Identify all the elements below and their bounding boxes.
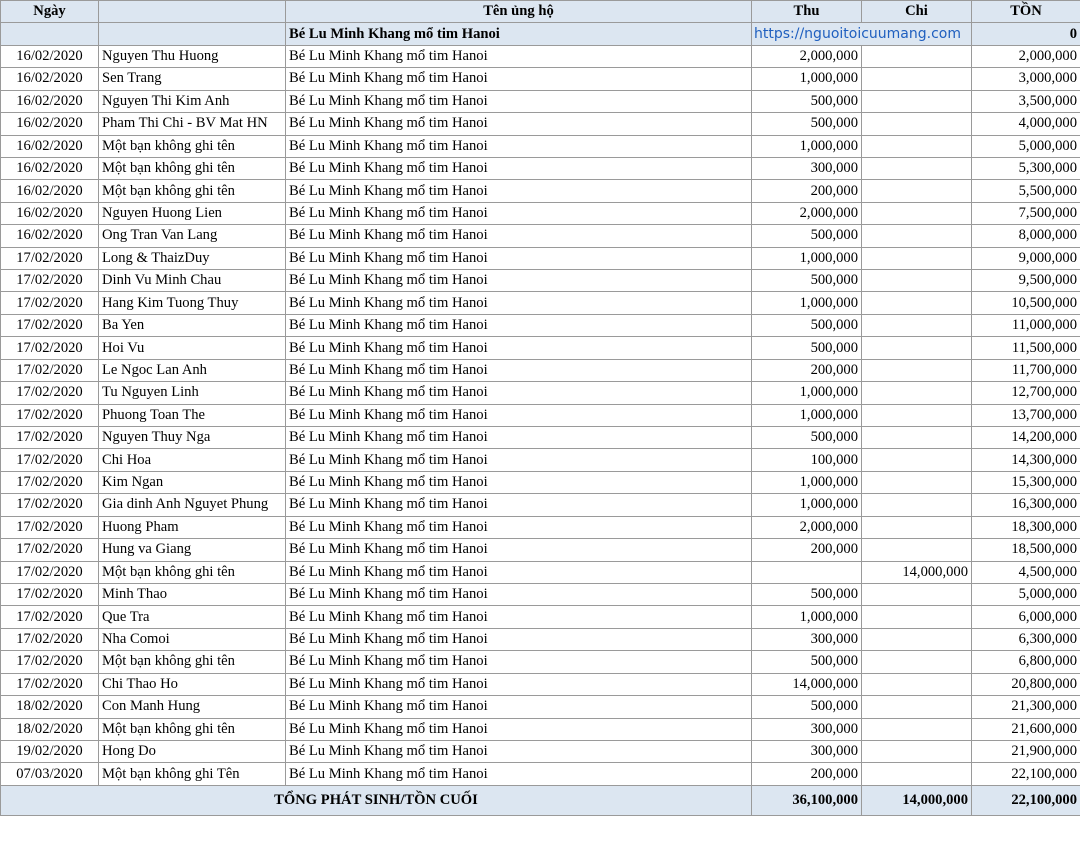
cell-income: 500,000 — [752, 696, 862, 718]
cell-balance: 5,300,000 — [972, 157, 1080, 179]
cell-name: Bé Lu Minh Khang mổ tim Hanoi — [286, 404, 752, 426]
cell-income: 1,000,000 — [752, 247, 862, 269]
cell-donor: Chi Thao Ho — [99, 673, 286, 695]
cell-donor: Le Ngoc Lan Anh — [99, 359, 286, 381]
cell-donor: Một bạn không ghi tên — [99, 157, 286, 179]
cell-income: 2,000,000 — [752, 45, 862, 67]
cell-expense — [862, 157, 972, 179]
cell-date: 17/02/2020 — [1, 427, 99, 449]
cell-income: 1,000,000 — [752, 292, 862, 314]
cell-donor: Que Tra — [99, 606, 286, 628]
cell-donor: Gia dinh Anh Nguyet Phung — [99, 494, 286, 516]
cell-name: Bé Lu Minh Khang mổ tim Hanoi — [286, 247, 752, 269]
header-balance: TỒN — [972, 1, 1080, 23]
cell-name: Bé Lu Minh Khang mổ tim Hanoi — [286, 583, 752, 605]
cell-expense — [862, 740, 972, 762]
cell-expense — [862, 180, 972, 202]
cell-name: Bé Lu Minh Khang mổ tim Hanoi — [286, 45, 752, 67]
table-row — [1, 673, 1080, 695]
table-row — [1, 382, 1080, 404]
cell-date: 16/02/2020 — [1, 225, 99, 247]
cell-income: 500,000 — [752, 90, 862, 112]
cell-donor: Minh Thao — [99, 583, 286, 605]
cell-balance: 5,000,000 — [972, 583, 1080, 605]
cell-income: 300,000 — [752, 628, 862, 650]
cell-name: Bé Lu Minh Khang mổ tim Hanoi — [286, 113, 752, 135]
cell-date: 16/02/2020 — [1, 45, 99, 67]
cell-income: 1,000,000 — [752, 382, 862, 404]
cell-expense — [862, 314, 972, 336]
cell-date: 17/02/2020 — [1, 292, 99, 314]
cell-name: Bé Lu Minh Khang mổ tim Hanoi — [286, 135, 752, 157]
cell-balance: 13,700,000 — [972, 404, 1080, 426]
cell-balance: 3,000,000 — [972, 68, 1080, 90]
cell-donor: Một bạn không ghi tên — [99, 135, 286, 157]
cell-income: 300,000 — [752, 157, 862, 179]
opening-date — [1, 23, 99, 45]
header-income: Thu — [752, 1, 862, 23]
table-row — [1, 628, 1080, 650]
cell-donor: Hong Do — [99, 740, 286, 762]
cell-name: Bé Lu Minh Khang mổ tim Hanoi — [286, 763, 752, 785]
cell-name: Bé Lu Minh Khang mổ tim Hanoi — [286, 270, 752, 292]
cell-balance: 11,000,000 — [972, 314, 1080, 336]
table-row — [1, 225, 1080, 247]
cell-date: 17/02/2020 — [1, 337, 99, 359]
cell-donor: Long & ThaizDuy — [99, 247, 286, 269]
cell-income: 500,000 — [752, 113, 862, 135]
cell-expense — [862, 427, 972, 449]
table-row — [1, 157, 1080, 179]
cell-name: Bé Lu Minh Khang mổ tim Hanoi — [286, 90, 752, 112]
table-row — [1, 292, 1080, 314]
cell-income: 1,000,000 — [752, 404, 862, 426]
cell-date: 17/02/2020 — [1, 673, 99, 695]
cell-donor: Hung va Giang — [99, 539, 286, 561]
cell-income: 300,000 — [752, 740, 862, 762]
cell-expense — [862, 382, 972, 404]
cell-donor: Một bạn không ghi tên — [99, 561, 286, 583]
cell-balance: 2,000,000 — [972, 45, 1080, 67]
cell-name: Bé Lu Minh Khang mổ tim Hanoi — [286, 225, 752, 247]
cell-balance: 9,500,000 — [972, 270, 1080, 292]
cell-expense — [862, 202, 972, 224]
table-row — [1, 337, 1080, 359]
cell-date: 18/02/2020 — [1, 696, 99, 718]
cell-donor: Hoi Vu — [99, 337, 286, 359]
cell-balance: 10,500,000 — [972, 292, 1080, 314]
cell-date: 17/02/2020 — [1, 270, 99, 292]
table-row — [1, 449, 1080, 471]
cell-donor: Hang Kim Tuong Thuy — [99, 292, 286, 314]
cell-expense — [862, 68, 972, 90]
cell-date: 17/02/2020 — [1, 516, 99, 538]
cell-income: 2,000,000 — [752, 202, 862, 224]
cell-donor: Một bạn không ghi tên — [99, 718, 286, 740]
cell-balance: 21,300,000 — [972, 696, 1080, 718]
cell-date: 17/02/2020 — [1, 606, 99, 628]
cell-expense — [862, 696, 972, 718]
cell-donor: Chi Hoa — [99, 449, 286, 471]
cell-name: Bé Lu Minh Khang mổ tim Hanoi — [286, 740, 752, 762]
cell-income: 1,000,000 — [752, 68, 862, 90]
cell-expense — [862, 113, 972, 135]
cell-date: 17/02/2020 — [1, 359, 99, 381]
table-row — [1, 113, 1080, 135]
cell-name: Bé Lu Minh Khang mổ tim Hanoi — [286, 516, 752, 538]
cell-income: 500,000 — [752, 337, 862, 359]
table-row — [1, 135, 1080, 157]
cell-donor: Nguyen Thuy Nga — [99, 427, 286, 449]
cell-expense — [862, 718, 972, 740]
cell-name: Bé Lu Minh Khang mổ tim Hanoi — [286, 718, 752, 740]
table-row — [1, 247, 1080, 269]
cell-balance: 6,800,000 — [972, 651, 1080, 673]
cell-balance: 5,500,000 — [972, 180, 1080, 202]
cell-donor: Một bạn không ghi tên — [99, 651, 286, 673]
header-date: Ngày — [1, 1, 99, 23]
table-row — [1, 45, 1080, 67]
header-donor — [99, 1, 286, 23]
cell-balance: 18,500,000 — [972, 539, 1080, 561]
cell-donor: Một bạn không ghi Tên — [99, 763, 286, 785]
cell-donor: Nguyen Thi Kim Anh — [99, 90, 286, 112]
cell-name: Bé Lu Minh Khang mổ tim Hanoi — [286, 696, 752, 718]
cell-balance: 4,000,000 — [972, 113, 1080, 135]
total-income: 36,100,000 — [752, 785, 862, 815]
table-row — [1, 90, 1080, 112]
cell-name: Bé Lu Minh Khang mổ tim Hanoi — [286, 337, 752, 359]
cell-expense — [862, 404, 972, 426]
table-row — [1, 471, 1080, 493]
cell-income: 500,000 — [752, 314, 862, 336]
cell-balance: 20,800,000 — [972, 673, 1080, 695]
cell-date: 16/02/2020 — [1, 68, 99, 90]
cell-date: 07/03/2020 — [1, 763, 99, 785]
cell-donor: Dinh Vu Minh Chau — [99, 270, 286, 292]
cell-income: 500,000 — [752, 651, 862, 673]
cell-income: 500,000 — [752, 583, 862, 605]
cell-income: 200,000 — [752, 180, 862, 202]
total-balance: 22,100,000 — [972, 785, 1080, 815]
cell-expense — [862, 359, 972, 381]
cell-expense — [862, 763, 972, 785]
cell-expense — [862, 449, 972, 471]
table-row — [1, 763, 1080, 785]
table-row — [1, 270, 1080, 292]
cell-date: 17/02/2020 — [1, 651, 99, 673]
table-row — [1, 359, 1080, 381]
cell-name: Bé Lu Minh Khang mổ tim Hanoi — [286, 314, 752, 336]
cell-donor: Phuong Toan The — [99, 404, 286, 426]
table-row — [1, 539, 1080, 561]
cell-donor: Tu Nguyen Linh — [99, 382, 286, 404]
cell-income: 200,000 — [752, 763, 862, 785]
cell-expense — [862, 471, 972, 493]
cell-date: 17/02/2020 — [1, 494, 99, 516]
cell-income: 2,000,000 — [752, 516, 862, 538]
cell-balance: 9,000,000 — [972, 247, 1080, 269]
opening-donor — [99, 23, 286, 45]
cell-expense — [862, 247, 972, 269]
cell-balance: 3,500,000 — [972, 90, 1080, 112]
table-row — [1, 427, 1080, 449]
cell-date: 16/02/2020 — [1, 135, 99, 157]
cell-expense — [862, 628, 972, 650]
cell-expense — [862, 651, 972, 673]
cell-donor: Huong Pham — [99, 516, 286, 538]
cell-name: Bé Lu Minh Khang mổ tim Hanoi — [286, 427, 752, 449]
opening-balance: 0 — [972, 23, 1080, 45]
total-row — [1, 785, 1080, 815]
cell-name: Bé Lu Minh Khang mổ tim Hanoi — [286, 180, 752, 202]
cell-balance: 6,300,000 — [972, 628, 1080, 650]
cell-date: 17/02/2020 — [1, 583, 99, 605]
cell-income: 200,000 — [752, 539, 862, 561]
cell-date: 17/02/2020 — [1, 449, 99, 471]
cell-balance: 4,500,000 — [972, 561, 1080, 583]
cell-name: Bé Lu Minh Khang mổ tim Hanoi — [286, 539, 752, 561]
cell-balance: 11,700,000 — [972, 359, 1080, 381]
cell-name: Bé Lu Minh Khang mổ tim Hanoi — [286, 68, 752, 90]
cell-donor: Nha Comoi — [99, 628, 286, 650]
cell-income: 500,000 — [752, 427, 862, 449]
cell-donor: Một bạn không ghi tên — [99, 180, 286, 202]
table-row — [1, 494, 1080, 516]
cell-donor: Pham Thi Chi - BV Mat HN — [99, 113, 286, 135]
cell-income: 100,000 — [752, 449, 862, 471]
cell-date: 19/02/2020 — [1, 740, 99, 762]
cell-date: 16/02/2020 — [1, 113, 99, 135]
cell-name: Bé Lu Minh Khang mổ tim Hanoi — [286, 292, 752, 314]
cell-balance: 16,300,000 — [972, 494, 1080, 516]
cell-name: Bé Lu Minh Khang mổ tim Hanoi — [286, 673, 752, 695]
cell-income: 500,000 — [752, 270, 862, 292]
cell-name: Bé Lu Minh Khang mổ tim Hanoi — [286, 359, 752, 381]
cell-income — [752, 561, 862, 583]
total-label: TỔNG PHÁT SINH/TỒN CUỐI — [1, 785, 752, 815]
cell-balance: 6,000,000 — [972, 606, 1080, 628]
cell-name: Bé Lu Minh Khang mổ tim Hanoi — [286, 202, 752, 224]
cell-name: Bé Lu Minh Khang mổ tim Hanoi — [286, 561, 752, 583]
cell-balance: 7,500,000 — [972, 202, 1080, 224]
cell-income: 300,000 — [752, 718, 862, 740]
cell-date: 16/02/2020 — [1, 202, 99, 224]
cell-income: 1,000,000 — [752, 606, 862, 628]
cell-expense — [862, 135, 972, 157]
cell-donor: Ba Yen — [99, 314, 286, 336]
cell-income: 200,000 — [752, 359, 862, 381]
cell-expense — [862, 45, 972, 67]
cell-expense — [862, 270, 972, 292]
opening-name: Bé Lu Minh Khang mổ tim Hanoi — [286, 23, 752, 45]
cell-date: 16/02/2020 — [1, 90, 99, 112]
website-link[interactable]: https://nguoitoicuumang.com — [752, 23, 972, 45]
cell-income: 1,000,000 — [752, 471, 862, 493]
cell-date: 18/02/2020 — [1, 718, 99, 740]
cell-income: 14,000,000 — [752, 673, 862, 695]
cell-date: 17/02/2020 — [1, 471, 99, 493]
cell-date: 16/02/2020 — [1, 157, 99, 179]
cell-name: Bé Lu Minh Khang mổ tim Hanoi — [286, 471, 752, 493]
table-row — [1, 583, 1080, 605]
cell-donor: Con Manh Hung — [99, 696, 286, 718]
cell-balance: 12,700,000 — [972, 382, 1080, 404]
cell-expense: 14,000,000 — [862, 561, 972, 583]
cell-expense — [862, 494, 972, 516]
table-row — [1, 718, 1080, 740]
table-row — [1, 651, 1080, 673]
cell-expense — [862, 292, 972, 314]
cell-name: Bé Lu Minh Khang mổ tim Hanoi — [286, 651, 752, 673]
cell-expense — [862, 673, 972, 695]
cell-balance: 21,900,000 — [972, 740, 1080, 762]
cell-donor: Nguyen Huong Lien — [99, 202, 286, 224]
cell-balance: 8,000,000 — [972, 225, 1080, 247]
cell-date: 17/02/2020 — [1, 561, 99, 583]
cell-expense — [862, 606, 972, 628]
cell-income: 500,000 — [752, 225, 862, 247]
cell-date: 17/02/2020 — [1, 628, 99, 650]
cell-name: Bé Lu Minh Khang mổ tim Hanoi — [286, 449, 752, 471]
cell-expense — [862, 583, 972, 605]
cell-date: 17/02/2020 — [1, 247, 99, 269]
cell-date: 17/02/2020 — [1, 314, 99, 336]
cell-date: 17/02/2020 — [1, 404, 99, 426]
table-row — [1, 740, 1080, 762]
cell-date: 17/02/2020 — [1, 382, 99, 404]
table-row — [1, 202, 1080, 224]
table-row — [1, 516, 1080, 538]
cell-income: 1,000,000 — [752, 494, 862, 516]
opening-row — [1, 23, 1080, 45]
cell-balance: 18,300,000 — [972, 516, 1080, 538]
cell-donor: Ong Tran Van Lang — [99, 225, 286, 247]
cell-balance: 11,500,000 — [972, 337, 1080, 359]
cell-name: Bé Lu Minh Khang mổ tim Hanoi — [286, 628, 752, 650]
header-row — [1, 1, 1080, 23]
cell-name: Bé Lu Minh Khang mổ tim Hanoi — [286, 157, 752, 179]
cell-balance: 15,300,000 — [972, 471, 1080, 493]
cell-date: 17/02/2020 — [1, 539, 99, 561]
table-row — [1, 68, 1080, 90]
table-row — [1, 561, 1080, 583]
table-row — [1, 180, 1080, 202]
table-row — [1, 606, 1080, 628]
table-row — [1, 696, 1080, 718]
header-name: Tên ủng hộ — [286, 1, 752, 23]
cell-name: Bé Lu Minh Khang mổ tim Hanoi — [286, 382, 752, 404]
cell-expense — [862, 225, 972, 247]
header-expense: Chi — [862, 1, 972, 23]
cell-expense — [862, 90, 972, 112]
total-expense: 14,000,000 — [862, 785, 972, 815]
cell-balance: 21,600,000 — [972, 718, 1080, 740]
cell-donor: Sen Trang — [99, 68, 286, 90]
cell-expense — [862, 516, 972, 538]
cell-balance: 5,000,000 — [972, 135, 1080, 157]
cell-date: 16/02/2020 — [1, 180, 99, 202]
cell-income: 1,000,000 — [752, 135, 862, 157]
cell-expense — [862, 337, 972, 359]
cell-expense — [862, 539, 972, 561]
cell-name: Bé Lu Minh Khang mổ tim Hanoi — [286, 606, 752, 628]
cell-balance: 14,200,000 — [972, 427, 1080, 449]
cell-name: Bé Lu Minh Khang mổ tim Hanoi — [286, 494, 752, 516]
cell-donor: Kim Ngan — [99, 471, 286, 493]
cell-balance: 14,300,000 — [972, 449, 1080, 471]
cell-balance: 22,100,000 — [972, 763, 1080, 785]
table-row — [1, 314, 1080, 336]
cell-donor: Nguyen Thu Huong — [99, 45, 286, 67]
table-row — [1, 404, 1080, 426]
